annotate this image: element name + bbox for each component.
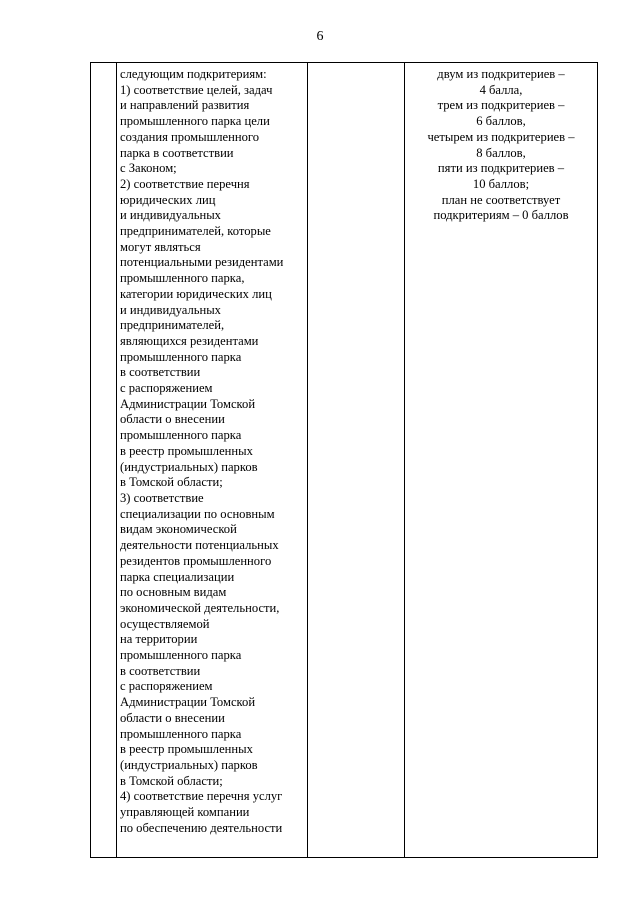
criteria-line: промышленного парка [120,349,242,364]
table-row [91,63,598,858]
criteria-line: осуществляемой [120,616,210,631]
criteria-line: в соответствии [120,365,201,380]
criteria-line: создания промышленного [120,129,260,144]
score-line: четырем из подкритериев – [427,129,575,144]
table-cell-criteria [117,63,308,858]
criteria-line: (индустриальных) парков [120,757,258,772]
criteria-line: области о внесении [120,412,225,427]
criteria-line: предпринимателей, [120,318,225,333]
criteria-line: промышленного парка [120,726,242,741]
table-cell-scores [405,63,598,858]
page-number: 6 [316,29,324,44]
criteria-line: в Томской области; [120,773,223,788]
criteria-line: 4) соответствие перечня услуг [120,789,283,804]
score-line: пяти из подкритериев – [437,161,565,176]
criteria-line: в реестр промышленных [120,443,253,458]
score-line: 6 баллов, [476,114,526,129]
criteria-line: по основным видам [120,585,227,600]
score-line: трем из подкритериев – [437,98,565,113]
criteria-line: с распоряжением [120,381,213,396]
criteria-line: области о внесении [120,710,225,725]
criteria-line: парка в соответствии [120,145,234,160]
criteria-line: в соответствии [120,663,201,678]
criteria-line: на территории [120,632,198,647]
criteria-line: промышленного парка [120,428,242,443]
criteria-line: предпринимателей, которые [120,224,271,239]
score-line: двум из подкритериев – [437,67,565,81]
criteria-line: промышленного парка [120,648,242,663]
criteria-line: промышленного парка цели [120,114,270,129]
criteria-line: и индивидуальных [120,208,221,223]
criteria-line: могут являться [120,239,201,254]
criteria-line: 2) соответствие перечня [120,176,250,191]
criteria-line: в Томской области; [120,475,223,490]
criteria-line: в реестр промышленных [120,742,253,757]
criteria-line: с Законом; [120,161,177,176]
criteria-line: видам экономической [120,522,237,537]
score-line: 10 баллов; [472,176,530,191]
criteria-line: управляющей компании [120,805,250,820]
criteria-line: и индивидуальных [120,302,221,317]
criteria-line: категории юридических лиц [120,286,272,301]
criteria-line: юридических лиц [120,192,216,207]
score-line: подкритериям – 0 баллов [433,208,569,223]
criteria-line: с распоряжением [120,679,213,694]
criteria-line: 3) соответствие [120,490,204,505]
criteria-line: резидентов промышленного [120,553,272,568]
criteria-text [120,67,304,836]
table-cell-number [91,63,117,858]
criteria-line: по обеспечению деятельности [120,820,283,835]
criteria-line: промышленного парка, [120,271,245,286]
score-line: 4 балла, [479,82,523,97]
scores-text [408,67,594,224]
criteria-line: (индустриальных) парков [120,459,258,474]
criteria-table [90,62,598,858]
criteria-line: парка специализации [120,569,235,584]
table-cell-empty [308,63,405,858]
score-line: план не соответствует [441,192,561,207]
criteria-line: потенциальными резидентами [120,255,284,270]
criteria-line: и направлений развития [120,98,250,113]
criteria-line: являющихся резидентами [120,333,259,348]
criteria-line: деятельности потенциальных [120,538,279,553]
criteria-line: экономической деятельности, [120,600,280,615]
criteria-line: 1) соответствие целей, задач [120,82,273,97]
score-line: 8 баллов, [476,145,526,160]
criteria-line: следующим подкритериям: [120,67,267,81]
criteria-line: специализации по основным [120,506,275,521]
criteria-line: Администрации Томской [120,695,256,710]
criteria-line: Администрации Томской [120,396,256,411]
